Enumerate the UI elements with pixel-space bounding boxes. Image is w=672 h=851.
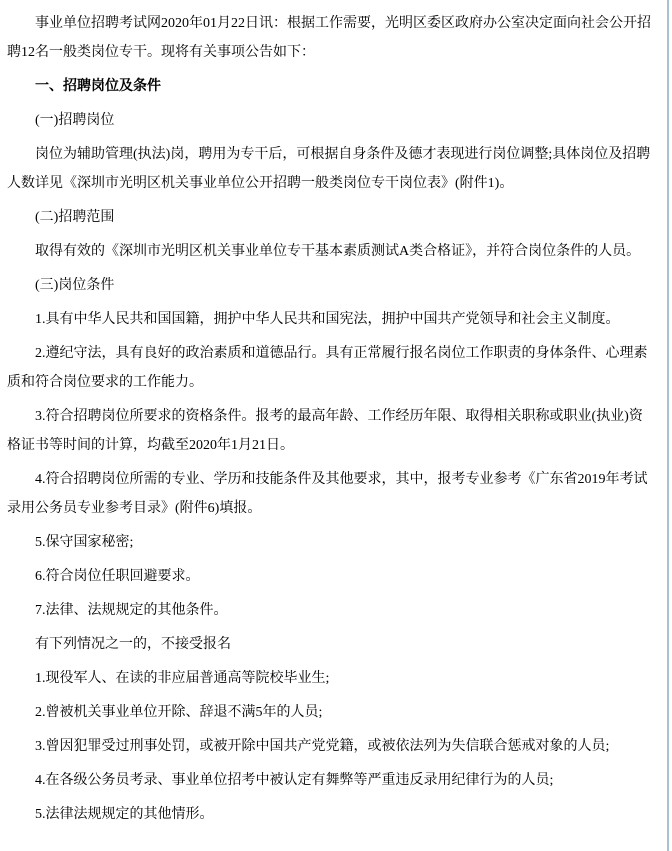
subsection-body-recruit-post: 岗位为辅助管理(执法)岗，聘用为专干后，可根据自身条件及德才表现进行岗位调整;具体岗位及招聘人数详见《深圳市光明区机关事业单位公开招聘一般类岗位专干岗位表》(附件1)。 — [7, 147, 651, 191]
section-heading: 一、招聘岗位及条件 — [35, 79, 161, 94]
condition-item: 4.符合招聘岗位所需的专业、学历和技能条件及其他要求，其中，报考专业参考《广东省2019年考试录用公务员专业参考目录》(附件6)填报。 — [7, 472, 648, 516]
subsection-body-recruit-scope: 取得有效的《深圳市光明区机关事业单位专干基本素质测试A类合格证》，并符合岗位条件的人员。 — [35, 244, 641, 259]
condition-item: 1.具有中华人民共和国国籍，拥护中华人民共和国宪法，拥护中国共产党领导和社会主义制度。 — [35, 312, 620, 327]
condition-item: 3.符合招聘岗位所要求的资格条件。报考的最高年龄、工作经历年限、取得相关职称或职业(执业)资格证书等时间的计算，均截至2020年1月21日。 — [7, 409, 643, 453]
intro-paragraph: 事业单位招聘考试网2020年01月22日讯：根据工作需要，光明区委区政府办公室决定面向社会公开招聘12名一般类岗位专干。现将有关事项公告如下： — [7, 16, 651, 60]
exclusion-item: 2.曾被机关事业单位开除、辞退不满5年的人员; — [35, 705, 323, 720]
subsection-title-recruit-scope: (二)招聘范围 — [35, 210, 115, 225]
announcement-body — [7, 4, 651, 829]
condition-item: 2.遵纪守法，具有良好的政治素质和道德品行。具有正常履行报名岗位工作职责的身体条件、心理素质和符合岗位要求的工作能力。 — [7, 346, 648, 390]
exclusion-item: 5.法律法规规定的其他情形。 — [35, 807, 214, 822]
exclusion-item: 4.在各级公务员考录、事业单位招考中被认定有舞弊等严重违反录用纪律行为的人员; — [35, 773, 554, 788]
condition-item: 7.法律、法规规定的其他条件。 — [35, 603, 228, 618]
subsection-title-post-conditions: (三)岗位条件 — [35, 278, 115, 293]
page-right-border-line — [667, 0, 669, 851]
exclusion-intro: 有下列情况之一的，不接受报名 — [35, 637, 231, 652]
condition-item: 5.保守国家秘密; — [35, 535, 134, 550]
exclusion-item: 3.曾因犯罪受过刑事处罚，或被开除中国共产党党籍，或被依法列为失信联合惩戒对象的人员; — [35, 739, 610, 754]
exclusion-item: 1.现役军人、在读的非应届普通高等院校毕业生; — [35, 671, 330, 686]
subsection-title-recruit-post: (一)招聘岗位 — [35, 113, 115, 128]
condition-item: 6.符合岗位任职回避要求。 — [35, 569, 200, 584]
